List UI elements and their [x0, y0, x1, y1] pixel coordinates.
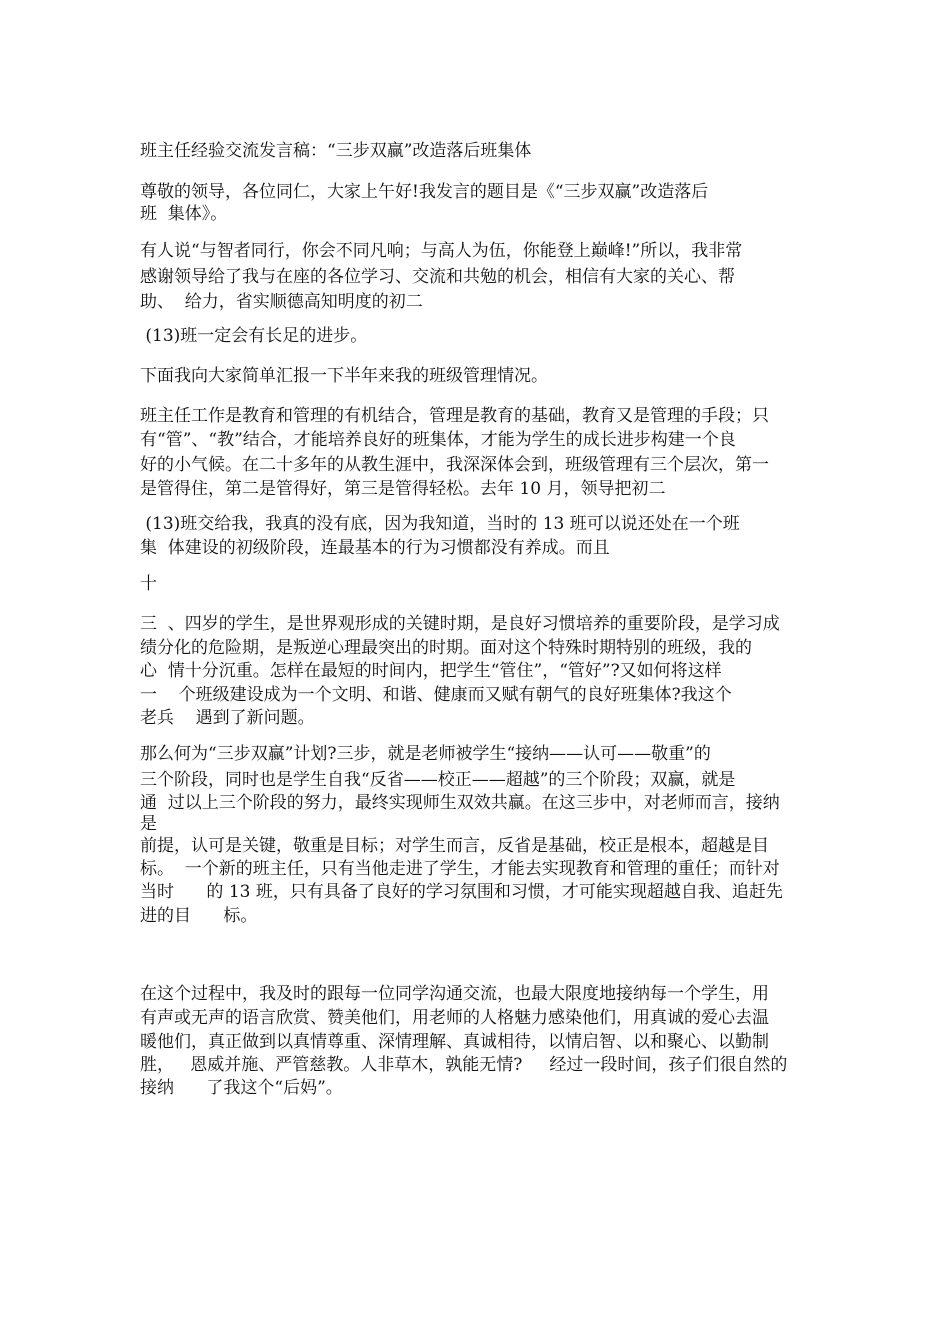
- paragraph-line: 感谢领导给了我与在座的各位学习、交流和共勉的机会，相信有大家的关心、帮: [140, 267, 735, 287]
- paragraph-line: 当时 的 13 班，只有具备了良好的学习氛围和习惯，才可能实现超越自我、追赶先: [140, 882, 783, 902]
- paragraph-line: 标。 一个新的班主任，只有当他走进了学生，才能去实现教育和管理的重任；而针对: [140, 859, 780, 879]
- paragraph-line: 三 、四岁的学生，是世界观形成的关键时期，是良好习惯培养的重要阶段，是学习成: [140, 614, 780, 634]
- paragraph-line: 下面我向大家简单汇报一下半年来我的班级管理情况。: [140, 366, 548, 386]
- paragraph-line: 胜， 恩威并施、严管慈教。人非草木，孰能无情? 经过一段时间，孩子们很自然的: [140, 1055, 788, 1075]
- paragraph-line: (13)班交给我，我真的没有底，因为我知道，当时的 13 班可以说还处在一个班: [140, 514, 740, 534]
- paragraph-line: 接纳 了我这个“后妈”。: [140, 1078, 343, 1098]
- paragraph-line: 班 集体》。: [140, 204, 228, 224]
- paragraph-line: 那么何为“三步双赢”计划?三步，就是老师被学生“接纳——认可——敬重”的: [140, 744, 711, 764]
- paragraph-line: 是管得住，第二是管得好，第三是管得轻松。去年 10 月，领导把初二: [140, 479, 666, 499]
- document-title: 班主任经验交流发言稿：“三步双赢”改造落后班集体: [140, 141, 532, 161]
- paragraph-line: 好的小气候。在二十多年的从教生涯中，我深深体会到，班级管理有三个层次，第一: [140, 455, 769, 475]
- paragraph-line: 前提，认可是关键，敬重是目标；对学生而言，反省是基础，校正是根本，超越是目: [140, 836, 769, 856]
- paragraph-line: 一 个班级建设成为一个文明、和谐、健康而又赋有朝气的良好班集体?我这个: [140, 685, 732, 705]
- paragraph-line: 是: [140, 814, 157, 834]
- paragraph-line: 十: [140, 574, 157, 594]
- paragraph-line: 心 情十分沉重。怎样在最短的时间内，把学生“管住”，“管好”?又如何将这样: [140, 661, 722, 681]
- paragraph-line: 有人说“与智者同行，你会不同凡响；与高人为伍，你能登上巅峰!”所以，我非常: [140, 241, 743, 261]
- paragraph-line: 在这个过程中，我及时的跟每一位同学沟通交流，也最大限度地接纳每一个学生，用: [140, 984, 769, 1004]
- paragraph-line: 老兵 遇到了新问题。: [140, 708, 315, 728]
- paragraph-line: (13)班一定会有长足的进步。: [140, 326, 368, 346]
- paragraph-line: 有“管”、“教”结合，才能培养良好的班集体，才能为学生的成长进步构建一个良: [140, 430, 736, 450]
- paragraph-line: 集 体建设的初级阶段，连最基本的行为习惯都没有养成。而且: [140, 538, 610, 558]
- paragraph-line: 进的目 标。: [140, 906, 258, 926]
- paragraph-line: 尊敬的领导，各位同仁，大家上午好!我发言的题目是《“三步双赢”改造落后: [140, 182, 709, 202]
- paragraph-line: 班主任工作是教育和管理的有机结合，管理是教育的基础，教育又是管理的手段；只: [140, 406, 769, 426]
- paragraph-line: 有声或无声的语言欣赏、赞美他们，用老师的人格魅力感染他们，用真诚的爱心去温: [140, 1008, 769, 1028]
- paragraph-line: 三个阶段，同时也是学生自我“反省——校正——超越”的三个阶段；双赢，就是: [140, 770, 736, 790]
- paragraph-line: 通 过以上三个阶段的努力，最终实现师生双效共赢。在这三步中，对老师而言，接纳: [140, 793, 780, 813]
- paragraph-line: 暖他们，真正做到以真情尊重、深情理解、真诚相待，以情启智、以和聚心、以勤制: [140, 1032, 769, 1052]
- paragraph-line: 绩分化的危险期，是叛逆心理最突出的时期。面对这个特殊时期特别的班级，我的: [140, 638, 752, 658]
- paragraph-line: 助、 给力，省实顺德高知明度的初二: [140, 292, 423, 312]
